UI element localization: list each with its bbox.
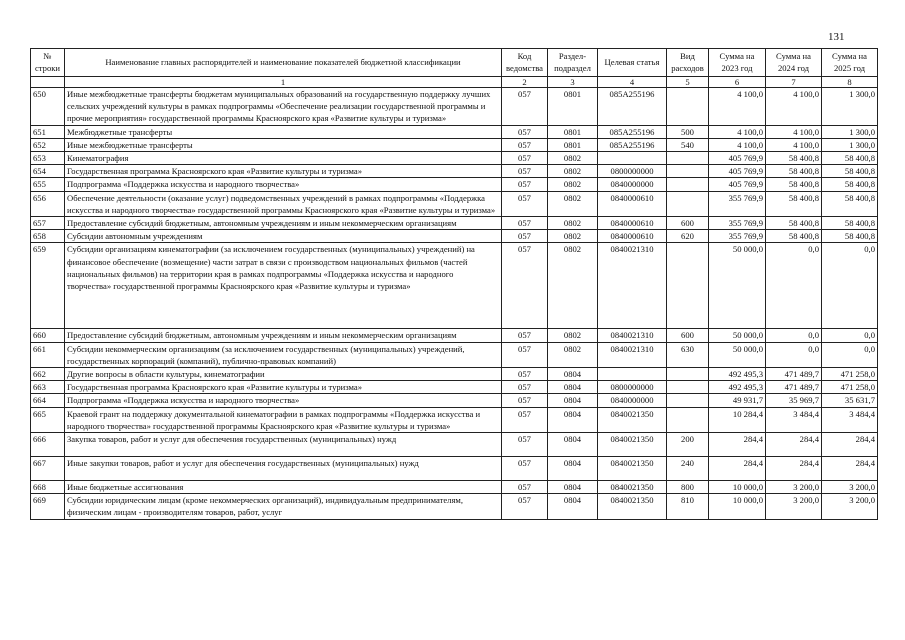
row-razdel: 0802 bbox=[548, 165, 598, 178]
row-number: 669 bbox=[31, 494, 65, 519]
header-sum-2025: Сумма на 2025 год bbox=[822, 49, 878, 77]
row-sum-2023: 405 769,9 bbox=[709, 178, 766, 191]
row-statya: 0840021350 bbox=[598, 494, 667, 519]
row-sum-2025: 471 258,0 bbox=[822, 381, 878, 394]
table-row bbox=[31, 407, 878, 432]
row-vedomstvo: 057 bbox=[502, 230, 548, 243]
row-vedomstvo: 057 bbox=[502, 494, 548, 519]
row-name: Субсидии юридическим лицам (кроме некоммерческих организаций), индивидуальным предпринимателям, физическим лицам - производителям товаров, работ, услуг bbox=[65, 494, 502, 519]
row-name: Предоставление субсидий бюджетным, автономным учреждениям и иным некоммерческим организациям bbox=[65, 329, 502, 342]
row-vid bbox=[667, 368, 709, 381]
row-razdel: 0804 bbox=[548, 494, 598, 519]
column-index: 4 bbox=[598, 77, 667, 88]
row-razdel: 0802 bbox=[548, 342, 598, 367]
row-vid: 500 bbox=[667, 125, 709, 138]
row-vedomstvo: 057 bbox=[502, 217, 548, 230]
row-statya: 0840021350 bbox=[598, 407, 667, 432]
table-row bbox=[31, 165, 878, 178]
row-razdel: 0804 bbox=[548, 368, 598, 381]
row-sum-2025: 58 400,8 bbox=[822, 217, 878, 230]
header-row-number: № строки bbox=[31, 49, 65, 77]
row-razdel: 0801 bbox=[548, 88, 598, 126]
table-row bbox=[31, 88, 878, 126]
row-sum-2023: 10 284,4 bbox=[709, 407, 766, 432]
column-index bbox=[31, 77, 65, 88]
column-index: 8 bbox=[822, 77, 878, 88]
row-name: Государственная программа Красноярского края «Развитие культуры и туризма» bbox=[65, 381, 502, 394]
header-sum-2024: Сумма на 2024 год bbox=[766, 49, 822, 77]
header-row bbox=[31, 49, 878, 77]
row-statya: 0840000610 bbox=[598, 217, 667, 230]
row-sum-2024: 284,4 bbox=[766, 457, 822, 481]
table-row bbox=[31, 368, 878, 381]
row-name: Межбюджетные трансферты bbox=[65, 125, 502, 138]
row-razdel: 0804 bbox=[548, 457, 598, 481]
row-number: 662 bbox=[31, 368, 65, 381]
row-sum-2025: 58 400,8 bbox=[822, 230, 878, 243]
row-sum-2024: 3 200,0 bbox=[766, 494, 822, 519]
row-name: Субсидии некоммерческим организациям (за исключением государственных (муниципальных) учреждений, государственных корпораций (компаний), публично-правовых компаний) bbox=[65, 342, 502, 367]
row-sum-2023: 405 769,9 bbox=[709, 165, 766, 178]
row-vid bbox=[667, 394, 709, 407]
row-vedomstvo: 057 bbox=[502, 329, 548, 342]
row-number: 658 bbox=[31, 230, 65, 243]
row-statya: 0840021350 bbox=[598, 433, 667, 457]
row-razdel: 0802 bbox=[548, 217, 598, 230]
row-statya: 0800000000 bbox=[598, 165, 667, 178]
row-statya: 0840021350 bbox=[598, 481, 667, 494]
row-vid: 540 bbox=[667, 138, 709, 151]
page-number: 131 bbox=[828, 31, 845, 43]
row-name: Иные бюджетные ассигнования bbox=[65, 481, 502, 494]
row-sum-2023: 10 000,0 bbox=[709, 481, 766, 494]
row-sum-2023: 492 495,3 bbox=[709, 381, 766, 394]
row-statya: 085А255196 bbox=[598, 138, 667, 151]
row-sum-2024: 4 100,0 bbox=[766, 138, 822, 151]
row-vid: 630 bbox=[667, 342, 709, 367]
row-sum-2025: 3 484,4 bbox=[822, 407, 878, 432]
row-vid bbox=[667, 165, 709, 178]
row-sum-2025: 1 300,0 bbox=[822, 88, 878, 126]
row-sum-2024: 3 484,4 bbox=[766, 407, 822, 432]
row-name: Иные межбюджетные трансферты bbox=[65, 138, 502, 151]
row-sum-2025: 0,0 bbox=[822, 329, 878, 342]
row-statya: 0840000610 bbox=[598, 191, 667, 216]
row-sum-2025: 284,4 bbox=[822, 457, 878, 481]
row-vedomstvo: 057 bbox=[502, 433, 548, 457]
row-sum-2024: 0,0 bbox=[766, 243, 822, 329]
row-vedomstvo: 057 bbox=[502, 138, 548, 151]
row-name: Кинематография bbox=[65, 152, 502, 165]
row-name: Предоставление субсидий бюджетным, автономным учреждениям и иным некоммерческим организациям bbox=[65, 217, 502, 230]
row-vedomstvo: 057 bbox=[502, 368, 548, 381]
column-index: 3 bbox=[548, 77, 598, 88]
row-sum-2025: 3 200,0 bbox=[822, 494, 878, 519]
table-row bbox=[31, 394, 878, 407]
header-vedomstvo: Код ведомства bbox=[502, 49, 548, 77]
row-vid bbox=[667, 243, 709, 329]
table-row bbox=[31, 217, 878, 230]
row-razdel: 0802 bbox=[548, 243, 598, 329]
row-statya bbox=[598, 152, 667, 165]
row-name: Иные межбюджетные трансферты бюджетам муниципальных образований на государственную поддержку лучших сельских учреждений культуры в рамках подпрограммы «Обеспечение реализации государственной программы и прочие мероприятия» государственной программы Красноярского края «Развитие культуры и туризма» bbox=[65, 88, 502, 126]
table-row bbox=[31, 243, 878, 329]
table-row bbox=[31, 125, 878, 138]
table-row bbox=[31, 329, 878, 342]
row-sum-2024: 58 400,8 bbox=[766, 152, 822, 165]
row-sum-2025: 58 400,8 bbox=[822, 178, 878, 191]
table-row bbox=[31, 494, 878, 519]
row-sum-2025: 284,4 bbox=[822, 433, 878, 457]
row-sum-2024: 0,0 bbox=[766, 329, 822, 342]
row-vedomstvo: 057 bbox=[502, 191, 548, 216]
row-sum-2025: 1 300,0 bbox=[822, 125, 878, 138]
header-razdel: Раздел-подраздел bbox=[548, 49, 598, 77]
header-sum-2023: Сумма на 2023 год bbox=[709, 49, 766, 77]
header-name: Наименование главных распорядителей и наименование показателей бюджетной классификации bbox=[65, 49, 502, 77]
row-number: 666 bbox=[31, 433, 65, 457]
row-razdel: 0801 bbox=[548, 138, 598, 151]
row-sum-2023: 355 769,9 bbox=[709, 217, 766, 230]
row-vedomstvo: 057 bbox=[502, 457, 548, 481]
row-sum-2024: 58 400,8 bbox=[766, 165, 822, 178]
row-statya: 0840000610 bbox=[598, 230, 667, 243]
column-index: 2 bbox=[502, 77, 548, 88]
row-vid: 600 bbox=[667, 217, 709, 230]
row-sum-2023: 4 100,0 bbox=[709, 138, 766, 151]
row-sum-2024: 58 400,8 bbox=[766, 230, 822, 243]
row-name: Государственная программа Красноярского края «Развитие культуры и туризма» bbox=[65, 165, 502, 178]
row-statya: 0840021310 bbox=[598, 243, 667, 329]
row-razdel: 0802 bbox=[548, 178, 598, 191]
row-vid bbox=[667, 381, 709, 394]
row-name: Подпрограмма «Поддержка искусства и народного творчества» bbox=[65, 178, 502, 191]
budget-table bbox=[30, 48, 878, 520]
row-name: Подпрограмма «Поддержка искусства и народного творчества» bbox=[65, 394, 502, 407]
row-statya: 0800000000 bbox=[598, 381, 667, 394]
column-index: 1 bbox=[65, 77, 502, 88]
row-sum-2023: 50 000,0 bbox=[709, 243, 766, 329]
row-sum-2023: 405 769,9 bbox=[709, 152, 766, 165]
row-razdel: 0804 bbox=[548, 394, 598, 407]
column-index: 5 bbox=[667, 77, 709, 88]
row-vid: 800 bbox=[667, 481, 709, 494]
row-vedomstvo: 057 bbox=[502, 342, 548, 367]
row-statya bbox=[598, 368, 667, 381]
row-sum-2023: 284,4 bbox=[709, 457, 766, 481]
row-statya: 0840000000 bbox=[598, 394, 667, 407]
row-number: 652 bbox=[31, 138, 65, 151]
row-number: 668 bbox=[31, 481, 65, 494]
row-razdel: 0802 bbox=[548, 152, 598, 165]
row-razdel: 0804 bbox=[548, 407, 598, 432]
row-razdel: 0802 bbox=[548, 329, 598, 342]
table-row bbox=[31, 433, 878, 457]
row-vedomstvo: 057 bbox=[502, 178, 548, 191]
row-sum-2025: 3 200,0 bbox=[822, 481, 878, 494]
row-sum-2024: 471 489,7 bbox=[766, 381, 822, 394]
row-sum-2023: 50 000,0 bbox=[709, 342, 766, 367]
row-number: 654 bbox=[31, 165, 65, 178]
row-statya: 0840021350 bbox=[598, 457, 667, 481]
row-sum-2024: 3 200,0 bbox=[766, 481, 822, 494]
row-vedomstvo: 057 bbox=[502, 407, 548, 432]
table-row bbox=[31, 138, 878, 151]
row-razdel: 0804 bbox=[548, 433, 598, 457]
row-sum-2023: 284,4 bbox=[709, 433, 766, 457]
row-number: 650 bbox=[31, 88, 65, 126]
table-row bbox=[31, 230, 878, 243]
row-sum-2025: 0,0 bbox=[822, 342, 878, 367]
row-number: 667 bbox=[31, 457, 65, 481]
table-row bbox=[31, 381, 878, 394]
row-vid bbox=[667, 191, 709, 216]
row-vid: 810 bbox=[667, 494, 709, 519]
row-sum-2024: 35 969,7 bbox=[766, 394, 822, 407]
table-body bbox=[31, 88, 878, 520]
header-vid: Вид расходов bbox=[667, 49, 709, 77]
row-sum-2023: 355 769,9 bbox=[709, 230, 766, 243]
row-vedomstvo: 057 bbox=[502, 243, 548, 329]
row-sum-2024: 4 100,0 bbox=[766, 88, 822, 126]
row-name: Обеспечение деятельности (оказание услуг) подведомственных учреждений в рамках подпрограммы «Поддержка искусства и народного творчества» государственной программы Красноярского края «Развитие культуры и туризма» bbox=[65, 191, 502, 216]
row-vid: 620 bbox=[667, 230, 709, 243]
column-index: 7 bbox=[766, 77, 822, 88]
row-number: 659 bbox=[31, 243, 65, 329]
row-number: 665 bbox=[31, 407, 65, 432]
row-statya: 0840021310 bbox=[598, 329, 667, 342]
row-sum-2025: 58 400,8 bbox=[822, 165, 878, 178]
row-sum-2024: 284,4 bbox=[766, 433, 822, 457]
row-sum-2023: 49 931,7 bbox=[709, 394, 766, 407]
row-number: 663 bbox=[31, 381, 65, 394]
row-name: Субсидии организациям кинематографии (за исключением государственных (муниципальных) учреждений) на финансовое обеспечение (возмещение) части затрат в связи с производством национальных фильмов (частей национальных фильмов) на территории края в рамках подпрограммы «Поддержка искусства и народного творчества» государственной программы Красноярского края «Развитие культуры и туризма» bbox=[65, 243, 502, 329]
row-number: 656 bbox=[31, 191, 65, 216]
row-sum-2024: 471 489,7 bbox=[766, 368, 822, 381]
row-statya: 0840000000 bbox=[598, 178, 667, 191]
row-razdel: 0802 bbox=[548, 191, 598, 216]
row-razdel: 0804 bbox=[548, 481, 598, 494]
row-vedomstvo: 057 bbox=[502, 481, 548, 494]
row-sum-2024: 0,0 bbox=[766, 342, 822, 367]
row-sum-2024: 58 400,8 bbox=[766, 191, 822, 216]
row-number: 655 bbox=[31, 178, 65, 191]
row-vedomstvo: 057 bbox=[502, 394, 548, 407]
row-sum-2023: 10 000,0 bbox=[709, 494, 766, 519]
row-name: Краевой грант на поддержку документальной кинематографии в рамках подпрограммы «Поддержка искусства и народного творчества» государственной программы Красноярского края «Развитие культуры и туризма» bbox=[65, 407, 502, 432]
row-sum-2023: 50 000,0 bbox=[709, 329, 766, 342]
row-statya: 085А255196 bbox=[598, 88, 667, 126]
row-name: Иные закупки товаров, работ и услуг для обеспечения государственных (муниципальных) нужд bbox=[65, 457, 502, 481]
row-vid bbox=[667, 178, 709, 191]
row-sum-2023: 4 100,0 bbox=[709, 125, 766, 138]
row-razdel: 0802 bbox=[548, 230, 598, 243]
row-vedomstvo: 057 bbox=[502, 152, 548, 165]
row-number: 660 bbox=[31, 329, 65, 342]
table-row bbox=[31, 481, 878, 494]
row-sum-2024: 58 400,8 bbox=[766, 178, 822, 191]
row-vedomstvo: 057 bbox=[502, 165, 548, 178]
table-row bbox=[31, 342, 878, 367]
row-vedomstvo: 057 bbox=[502, 125, 548, 138]
row-vid bbox=[667, 407, 709, 432]
row-name: Субсидии автономным учреждениям bbox=[65, 230, 502, 243]
row-number: 651 bbox=[31, 125, 65, 138]
row-vid: 200 bbox=[667, 433, 709, 457]
column-index: 6 bbox=[709, 77, 766, 88]
row-sum-2025: 471 258,0 bbox=[822, 368, 878, 381]
row-name: Другие вопросы в области культуры, кинематографии bbox=[65, 368, 502, 381]
column-index-row bbox=[31, 77, 878, 88]
header-statya: Целевая статья bbox=[598, 49, 667, 77]
table-row bbox=[31, 152, 878, 165]
row-sum-2025: 0,0 bbox=[822, 243, 878, 329]
row-razdel: 0804 bbox=[548, 381, 598, 394]
row-sum-2025: 58 400,8 bbox=[822, 152, 878, 165]
row-sum-2025: 58 400,8 bbox=[822, 191, 878, 216]
row-vid: 600 bbox=[667, 329, 709, 342]
row-sum-2023: 492 495,3 bbox=[709, 368, 766, 381]
row-statya: 0840021310 bbox=[598, 342, 667, 367]
table-row bbox=[31, 457, 878, 481]
row-razdel: 0801 bbox=[548, 125, 598, 138]
table-row bbox=[31, 178, 878, 191]
row-number: 657 bbox=[31, 217, 65, 230]
row-number: 661 bbox=[31, 342, 65, 367]
row-number: 664 bbox=[31, 394, 65, 407]
row-number: 653 bbox=[31, 152, 65, 165]
row-sum-2024: 4 100,0 bbox=[766, 125, 822, 138]
row-vedomstvo: 057 bbox=[502, 381, 548, 394]
row-sum-2023: 4 100,0 bbox=[709, 88, 766, 126]
row-name: Закупка товаров, работ и услуг для обеспечения государственных (муниципальных) нужд bbox=[65, 433, 502, 457]
row-vid bbox=[667, 152, 709, 165]
row-sum-2025: 1 300,0 bbox=[822, 138, 878, 151]
row-sum-2024: 58 400,8 bbox=[766, 217, 822, 230]
row-sum-2025: 35 631,7 bbox=[822, 394, 878, 407]
table-row bbox=[31, 191, 878, 216]
row-vid bbox=[667, 88, 709, 126]
row-vid: 240 bbox=[667, 457, 709, 481]
row-vedomstvo: 057 bbox=[502, 88, 548, 126]
row-sum-2023: 355 769,9 bbox=[709, 191, 766, 216]
row-statya: 085А255196 bbox=[598, 125, 667, 138]
